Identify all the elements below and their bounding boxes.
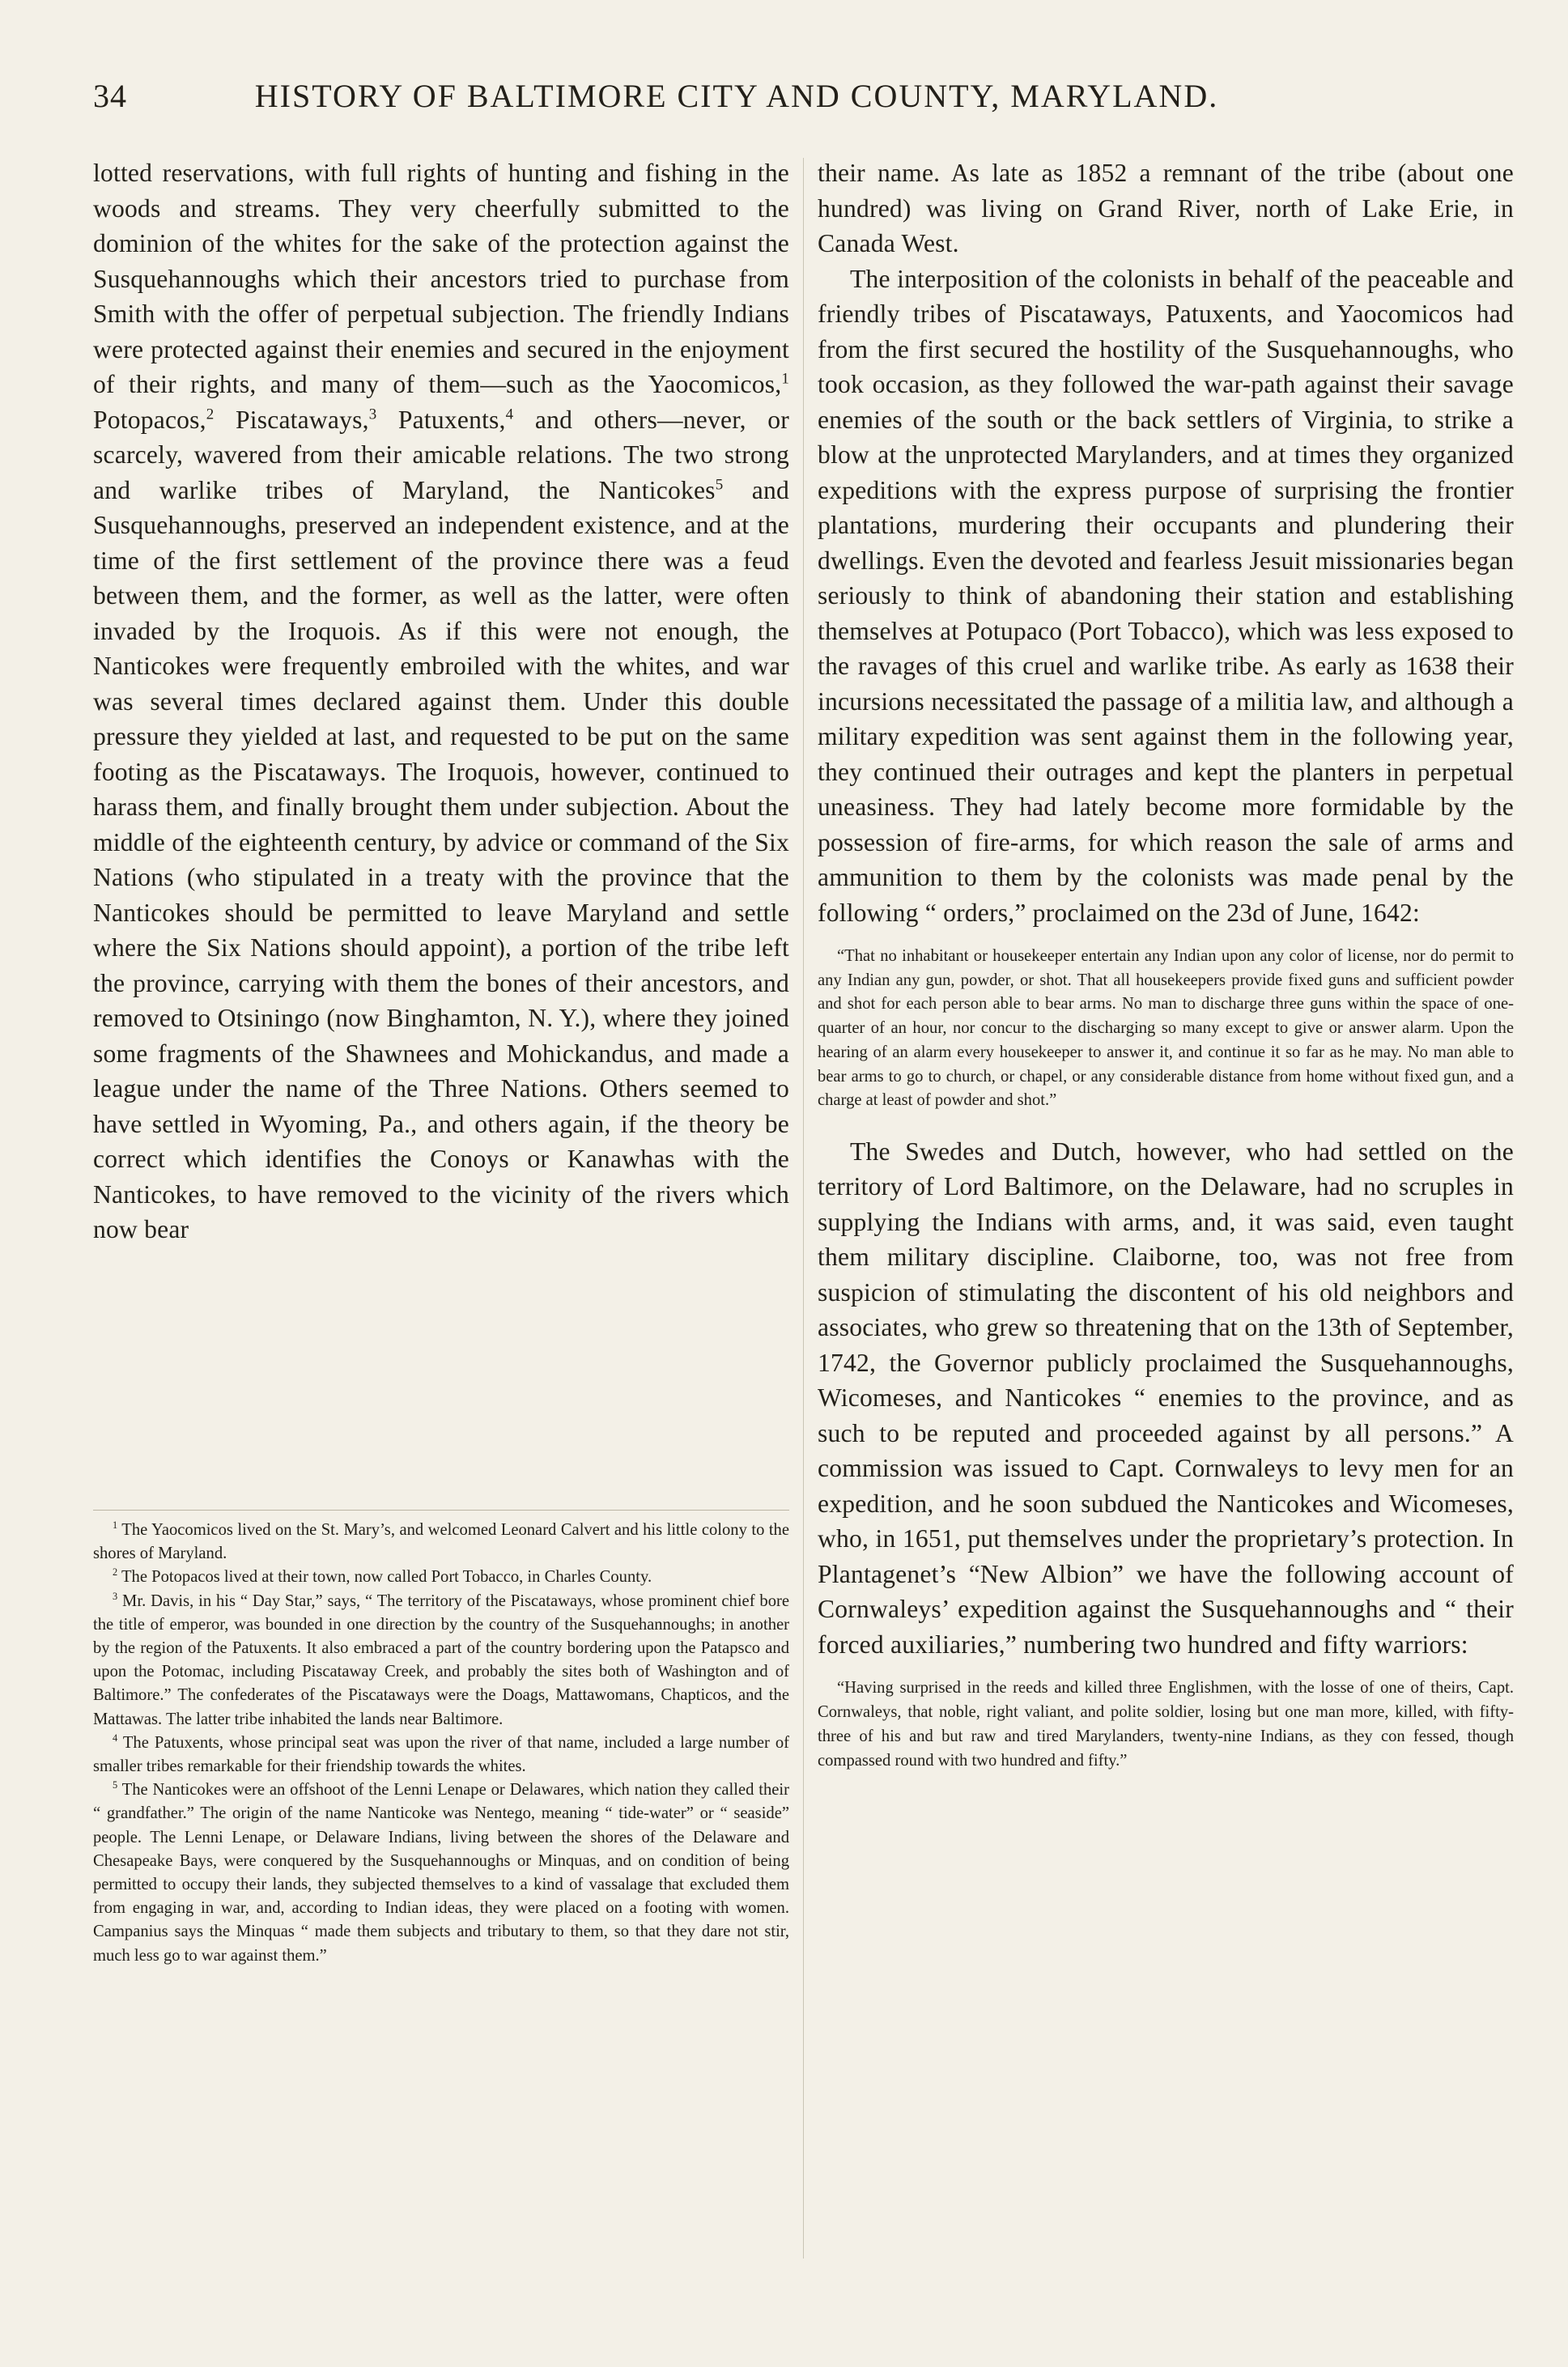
footnote-marker: 2: [113, 1566, 118, 1579]
orders-extract-text: “That no inhabitant or housekeeper entertain any Indian upon any color of license, nor do permit to any Indian any gun, powder, or shot. That all housekeepers provide fixed guns and sufficient powder and shot for each person able to bear arms. No man to discharge three guns within the space of one-quarter of an hour, nor concur to the discharging so many except to give or answer alarm. Upon the hearing of an alarm every housekeeper to answer it, and continue it so far as he may. No man able to bear arms to go to church, or chapel, or any considerable distance from home without fixed gun, and a charge at least of powder and shot.”: [818, 947, 1514, 1110]
footnote-text: The Patuxents, whose principal seat was upon the river of that name, included a large number of smaller tribes remarkable for their friendship towards the whites.: [93, 1733, 789, 1776]
footnote-text: The Nanticokes were an offshoot of the Lenni Lenape or Delawares, which nation they called their “ grandfather.” The origin of the name Nanticoke was Nentego, meaning “ tide-water” or “ seaside” people. The Lenni Lenape, or Delaware Indians, living between the shores of the Delaware and Chesapeake Bays, were conquered by the Susquehannoughs or Minquas, and on condition of being permitted to occupy their lands, they subjected themselves to a kind of vassalage that excluded them from engaging in war, and, according to Indian ideas, they were placed on a footing with women. Campanius says the Minquas “ made them subjects and tributary to them, so that they dare not stir, much less go to war against them.”: [93, 1781, 789, 1965]
left-column: [93, 155, 789, 1247]
footnote-ref-3: 3: [368, 405, 377, 423]
right-paragraph-3-text: The Swedes and Dutch, however, who had settled on the territory of Lord Baltimore, on the Delaware, had no scruples in supplying the Indians with arms, and, it was said, even taught them military discipline. Claiborne, too, was not free from suspicion of stimulating the discontent of his old neighbors and associates, who grew so threatening that on the 13th of September, 1742, the Governor publicly proclaimed the Susquehannoughs, Wicomeses, and Nanticokes “ enemies to the province, and as such to be reputed and proceeded against by all persons.” A commission was issued to Capt. Cornwaleys to levy men for an expedition, and he soon subdued the Nanticokes and Wicomeses, who, in 1651, put themselves under the proprietary’s protection. In Plantagenet’s “New Albion” we have the following account of Cornwaleys’ expedition against the Susquehannoughs and “ their forced auxiliaries,” numbering two hundred and fifty warriors:: [818, 1137, 1514, 1659]
footnote-ref-2: 2: [206, 405, 215, 423]
left-paragraph-text-a: lotted reservations, with full rights of hunting and fishing in the woods and streams. They very cheerfully submitted to the dominion of the whites for the sake of the protection against the Susquehannoughs which their ancestors tried to purchase from Smith with the offer of perpetual subjection. The friendly Indians were protected against their enemies and secured in the enjoyment of their rights, and many of them—such as the Yaocomicos,: [93, 159, 789, 398]
orders-extract: [818, 945, 1514, 1113]
left-paragraph-text-e: and others—never, or scarcely, wavered from their amicable relations. The two strong and warlike tribes of Maryland, the Nanticokes: [93, 405, 789, 504]
footnote-4: [93, 1732, 789, 1778]
footnote-ref-4: 4: [505, 405, 514, 423]
right-paragraph-1: their name. As late as 1852 a remnant of the tribe (about one hundred) was living on Grand River, north of Lake Erie, in Canada West.: [818, 159, 1514, 257]
footnote-marker: 4: [113, 1732, 118, 1744]
footnote-marker: 5: [113, 1779, 118, 1791]
right-column: [818, 155, 1514, 1773]
footnote-3: [93, 1590, 789, 1732]
right-paragraph-3: [818, 1134, 1514, 1663]
column-divider: [803, 158, 804, 2259]
footnote-ref-1: 1: [781, 370, 789, 388]
left-paragraph: [93, 155, 789, 1247]
running-title: HISTORY OF BALTIMORE CITY AND COUNTY, MARYLAND.: [254, 77, 1219, 114]
running-head: [93, 71, 1332, 120]
left-paragraph-text-f: and Susquehannoughs, preserved an independent existence, and at the time of the first settlement of the province there was a feud between them, and the former, as well as the latter, were often invaded by the Iroquois. As if this were not enough, the Nanticokes were frequently embroiled with the whites, and war was several times declared against them. Under this double pressure they yielded at last, and requested to be put on the same footing as the Piscataways. The Iroquois, however, continued to harass them, and finally brought them under subjection. About the middle of the eighteenth century, by advice or command of the Six Nations (who stipulated in a treaty with the province that the Nanticokes should be permitted to leave Maryland and settle where the Six Nations should appoint), a portion of the tribe left the province, carrying with them the bones of their ancestors, and removed to Otsiningo (now Binghamton, N. Y.), where they joined some fragments of the Shawnees and Mohickandus, and made a league under the name of the Three Nations. Others seemed to have settled in Wyoming, Pa., and others again, if the theory be correct which identifies the Conoys or Kanawhas with the Nanticokes, to have removed to the vicinity of the rivers which now bear: [93, 475, 789, 1243]
left-paragraph-text-b: Potopacos,: [93, 405, 206, 434]
footnote-1: [93, 1519, 789, 1566]
new-albion-extract-text: “Having surprised in the reeds and killed three Englishmen, with the losse of one of theirs, Capt. Cornwaleys, that noble, right valiant, and polite soldier, losing but one man more, killed, with fifty-three of his and but raw and tired Marylanders, twenty-nine Indians, as they con fessed, though compassed round with two hundred and fifty.”: [818, 1679, 1514, 1770]
left-paragraph-text-d: Patuxents,: [376, 405, 506, 434]
footnote-2: [93, 1566, 789, 1589]
footnote-marker: 3: [113, 1590, 118, 1602]
footnote-ref-5: 5: [715, 475, 724, 493]
left-paragraph-text-c: Piscataways,: [214, 405, 369, 434]
footnote-text: Mr. Davis, in his “ Day Star,” says, “ The territory of the Piscataways, whose prominent chief bore the title of emperor, was bounded in one direction by the country of the Susquehannoughs; in another by the region of the Patuxents. It also embraced a part of the country bordering upon the Patapsco and upon the Potomac, including Piscataway Creek, and probably the sites both of Washington and of Baltimore.” The confederates of the Piscataways were the Doags, Mattawomans, Chapticos, and the Mattawas. The latter tribe inhabited the lands near Baltimore.: [93, 1591, 789, 1728]
new-albion-extract: [818, 1676, 1514, 1773]
footnote-text: The Yaocomicos lived on the St. Mary’s, and welcomed Leonard Calvert and his little colony to the shores of Maryland.: [93, 1521, 789, 1563]
page-number: 34: [93, 77, 127, 114]
footnote-5: [93, 1778, 789, 1968]
right-paragraph-2-text: The interposition of the colonists in behalf of the peaceable and friendly tribes of Piscataways, Patuxents, and Yaocomicos had from the first secured the hostility of the Susquehannoughs, who took occasion, as they followed the war-path against their savage enemies of the south or the back settlers of Virginia, to strike a blow at the unprotected Marylanders, and at times they organized expeditions with the express purpose of surprising the frontier plantations, murdering their occupants and plundering their dwellings. Even the devoted and fearless Jesuit missionaries began seriously to think of abandoning their station and establishing themselves at Potupaco (Port Tobacco), which was less exposed to the ravages of this cruel and warlike tribe. As early as 1638 their incursions necessitated the passage of a militia law, and although a military expedition was sent against them in the following year, they continued their outrages and kept the planters in perpetual uneasiness. They had lately become more formidable by the possession of fire-arms, for which reason the sale of arms and ammunition to them by the colonists was made penal by the following “ orders,” proclaimed on the 23d of June, 1642:: [818, 264, 1514, 927]
footnote-text: The Potopacos lived at their town, now called Port Tobacco, in Charles County.: [117, 1568, 652, 1587]
right-paragraph-2: [818, 261, 1514, 931]
footnotes: [93, 1510, 789, 1968]
footnote-marker: 1: [113, 1519, 118, 1532]
